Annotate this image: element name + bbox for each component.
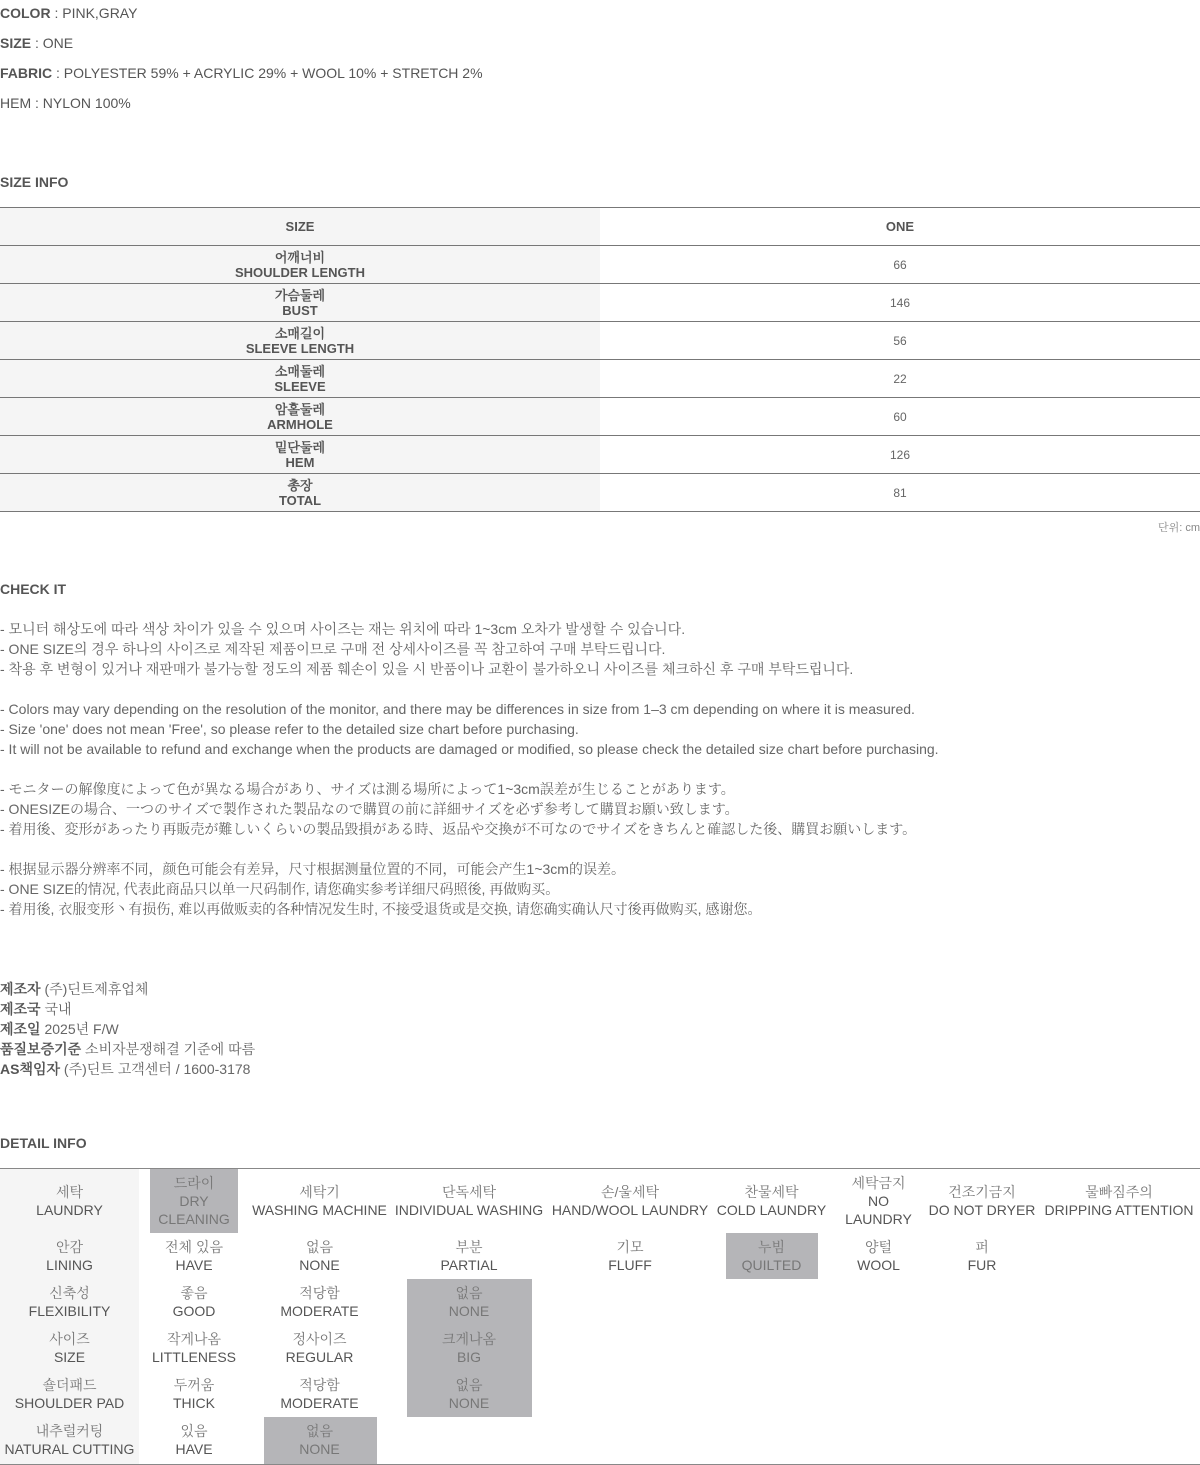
size-row-value: 56 (600, 322, 1200, 360)
manufacturer-label: 제조자 (0, 981, 41, 997)
spec-value: NYLON 100% (42, 95, 131, 111)
detail-row-label (0, 1233, 139, 1279)
size-row-label-ko: 어깨너비 (274, 249, 326, 265)
size-row-label-ko: 암홀둘레 (274, 401, 326, 417)
detail-option-en: MODERATE (280, 1303, 359, 1319)
size-row-label (0, 398, 600, 436)
note-line: - 着用後, 衣服变形丶有损伤, 难以再做贩卖的各种情况发生时, 不接受退货或是交换, 请您确实确认尺寸後再做购买, 感谢您。 (0, 901, 762, 917)
detail-option (150, 1233, 238, 1279)
spec-label: SIZE (0, 35, 32, 51)
spec-size (0, 35, 73, 51)
manufacturer-row (0, 1059, 255, 1079)
note-line: - It will not be available to refund and exchange when the products are damaged or modified, so please check the detailed size chart before purchasing. (0, 741, 939, 757)
manufacturer-value: 국내 (44, 1001, 72, 1017)
table-row (0, 436, 1200, 474)
note-line: - Size 'one' does not mean 'Free', so please refer to the detailed size chart before purchasing. (0, 721, 579, 737)
detail-option-en: PARTIAL (440, 1257, 498, 1273)
detail-label-en: LINING (46, 1257, 93, 1273)
size-row-label (0, 246, 600, 284)
spec-sep: : (50, 5, 63, 21)
detail-option-en: LITTLENESS (151, 1349, 237, 1365)
manufacturer-label: 제조일 (0, 1021, 41, 1037)
spec-sep: : (31, 95, 43, 111)
detail-option-en: NONE (448, 1303, 490, 1319)
spec-label: FABRIC (0, 65, 53, 81)
check-it-notes (0, 619, 939, 919)
detail-option-ko: 있음 (180, 1423, 208, 1439)
detail-option-en: THICK (173, 1395, 215, 1411)
size-table (0, 207, 1200, 512)
detail-label-ko: 사이즈 (49, 1331, 90, 1347)
size-row-label-ko: 가슴둘레 (274, 287, 326, 303)
detail-option-en: HAVE (175, 1257, 213, 1273)
detail-option-en: COLD LAUNDRY (716, 1202, 827, 1218)
detail-label-ko: 신축성 (49, 1285, 90, 1301)
size-row-value: 81 (600, 474, 1200, 512)
size-row-label-en: SHOULDER LENGTH (235, 264, 365, 280)
manufacturer-value: 2025년 F/W (44, 1021, 119, 1037)
detail-option-ko: 적당함 (299, 1377, 340, 1393)
size-row-label-en: HEM (285, 454, 315, 470)
detail-option (150, 1325, 238, 1371)
detail-option (150, 1417, 238, 1463)
detail-option (1040, 1169, 1198, 1233)
detail-option-ko: 기모 (616, 1239, 644, 1255)
detail-option-en: FUR (967, 1257, 997, 1273)
detail-option-ko: 정사이즈 (292, 1331, 347, 1347)
note-line: - Colors may vary depending on the resolution of the monitor, and there may be differences in size from 1–3 cm depending on where it is measured. (0, 701, 915, 717)
detail-row-label (0, 1279, 139, 1325)
detail-option-ko: 손/울세탁 (601, 1184, 659, 1200)
detail-option-selected (711, 1233, 832, 1279)
detail-option (251, 1371, 388, 1417)
size-row-label-ko: 총장 (287, 477, 313, 493)
size-row-label-en: ARMHOLE (267, 416, 333, 432)
detail-option (251, 1325, 388, 1371)
detail-option-selected (150, 1169, 238, 1233)
detail-option-ko: 전체 있음 (165, 1239, 223, 1255)
detail-option (925, 1233, 1039, 1279)
size-row-value: 60 (600, 398, 1200, 436)
detail-option-en: FLUFF (608, 1257, 652, 1273)
note-line: - ONE SIZE的情况, 代表此商品只以单一尺码制作, 请您确实参考详细尺码照後, 再做购买。 (0, 881, 560, 897)
unit-label: 단위: cm (1157, 522, 1200, 534)
table-row (0, 398, 1200, 436)
detail-option-en: NONE (299, 1441, 340, 1457)
detail-option (389, 1233, 549, 1279)
size-header-label: SIZE (0, 208, 600, 246)
detail-option-ko: 적당함 (299, 1285, 340, 1301)
manufacturer-row (0, 979, 255, 999)
detail-option (150, 1279, 238, 1325)
note-line: - モニターの解像度によって色が異なる場合があり、サイズは測る場所によって1~3cm誤差が生じることがあります。 (0, 781, 735, 797)
detail-option-ko: 작게나옴 (166, 1331, 222, 1347)
size-row-value: 66 (600, 246, 1200, 284)
detail-option-ko: 좋음 (180, 1285, 208, 1301)
size-info-title: SIZE INFO (0, 174, 69, 190)
manufacturer-value: 소비자분쟁해결 기준에 따름 (85, 1041, 256, 1057)
size-row-label-ko: 소매길이 (274, 325, 326, 341)
size-row-value: 146 (600, 284, 1200, 322)
note-line: - 着用後、変形があったり再販売が難しいくらいの製品毀損がある時、返品や交換が不可なのでサイズをきちんと確認した後、購買お願いします。 (0, 821, 917, 837)
detail-info-title: DETAIL INFO (0, 1135, 87, 1151)
manufacturer-row (0, 1019, 255, 1039)
size-row-label-en: SLEEVE (274, 378, 326, 394)
spec-sep: : (31, 35, 43, 51)
note-line: - ONE SIZE의 경우 하나의 사이즈로 제작된 제품이므로 구매 전 상세사이즈를 꼭 참고하여 구매 부탁드립니다. (0, 641, 666, 657)
detail-option-ko: 부분 (455, 1239, 483, 1255)
table-row (0, 284, 1200, 322)
detail-option-ko: 두꺼움 (173, 1377, 215, 1393)
detail-option-ko: 크게나옴 (441, 1331, 497, 1347)
detail-option (251, 1169, 388, 1233)
detail-option-en: NO LAUNDRY (845, 1193, 912, 1227)
detail-option-selected (251, 1417, 388, 1463)
detail-option-ko: 누빔 (757, 1239, 786, 1255)
detail-option-en: HAND/WOOL LAUNDRY (551, 1202, 709, 1218)
table-row (0, 474, 1200, 512)
detail-option-ko: 드라이 (173, 1175, 215, 1191)
detail-option-selected (389, 1325, 549, 1371)
table-row (0, 322, 1200, 360)
detail-label-en: LAUNDRY (36, 1202, 103, 1218)
manufacturer-row (0, 999, 255, 1019)
detail-label-ko: 안감 (55, 1239, 84, 1255)
detail-option-ko: 없음 (305, 1423, 334, 1439)
spec-value: POLYESTER 59% + ACRYLIC 29% + WOOL 10% + STRETCH 2% (63, 65, 483, 81)
detail-option (150, 1371, 238, 1417)
detail-option-en: BIG (456, 1349, 482, 1365)
spec-fabric (0, 65, 483, 81)
check-it-title: CHECK IT (0, 581, 67, 597)
detail-option (550, 1169, 710, 1233)
detail-option-ko: 양털 (864, 1239, 893, 1255)
spec-label: COLOR (0, 5, 51, 21)
detail-option-en: INDIVIDUAL WASHING (394, 1202, 544, 1218)
detail-option-ko: 없음 (305, 1239, 334, 1255)
detail-option (251, 1279, 388, 1325)
detail-label-ko: 숄더패드 (42, 1377, 97, 1393)
detail-option-ko: 단독세탁 (441, 1184, 497, 1200)
detail-option-en: WOOL (857, 1257, 900, 1273)
detail-label-en: SIZE (53, 1349, 86, 1365)
detail-option (925, 1169, 1039, 1233)
spec-label: HEM (0, 95, 32, 111)
detail-row-label (0, 1169, 139, 1233)
note-line: - 모니터 해상도에 따라 색상 차이가 있을 수 있으며 사이즈는 재는 위치에 따라 1~3cm 오차가 발생할 수 있습니다. (0, 621, 686, 637)
detail-option-ko: 세탁기 (299, 1184, 340, 1200)
detail-option-en: HAVE (175, 1441, 213, 1457)
detail-option-en: DRY CLEANING (158, 1193, 230, 1227)
manufacturer-value: (주)딘트 고객센터 / 1600-3178 (63, 1061, 251, 1077)
size-row-label-ko: 소매둘레 (274, 363, 326, 379)
detail-option-selected (389, 1279, 549, 1325)
size-row-label-en: BUST (282, 302, 318, 318)
spec-value: ONE (42, 35, 74, 51)
note-line: - ONESIZEの場合、一つのサイズで製作された製品なので購買の前に詳細サイズを必ず参考して購買お願い致します。 (0, 801, 739, 817)
detail-label-en: NATURAL CUTTING (4, 1441, 135, 1457)
detail-option (251, 1233, 388, 1279)
detail-option-ko: 없음 (455, 1285, 483, 1301)
manufacturer-info (0, 979, 255, 1079)
detail-label-en: SHOULDER PAD (14, 1395, 125, 1411)
detail-option-en: WASHING MACHINE (252, 1202, 387, 1218)
table-row (0, 246, 1200, 284)
table-header-row (0, 208, 1200, 246)
note-line: - 착용 후 변형이 있거나 재판매가 불가능할 정도의 제품 훼손이 있을 시 반품이나 교환이 불가하오니 사이즈를 체크하신 후 구매 부탁드립니다. (0, 661, 854, 677)
note-line: - 根据显示器分辨率不同，颜色可能会有差异，尺寸根据测量位置的不同，可能会产生1~3cm的误差。 (0, 861, 625, 877)
spec-value: PINK,GRAY (62, 5, 138, 21)
spec-sep: : (52, 65, 64, 81)
detail-option (550, 1233, 710, 1279)
table-row (0, 360, 1200, 398)
detail-option-ko: 세탁금지 (851, 1175, 906, 1191)
detail-option (711, 1169, 832, 1233)
spec-hem (0, 95, 131, 111)
detail-option-en: GOOD (172, 1303, 216, 1319)
detail-option-ko: 물빠짐주의 (1085, 1184, 1153, 1200)
detail-option-en: NONE (448, 1395, 490, 1411)
detail-row-label (0, 1417, 139, 1463)
detail-option-ko: 찬물세탁 (744, 1184, 799, 1200)
detail-table (0, 1168, 1200, 1465)
size-row-value: 126 (600, 436, 1200, 474)
size-row-label-ko: 밑단둘레 (274, 439, 326, 455)
detail-row-label (0, 1371, 139, 1417)
detail-option-en: QUILTED (741, 1257, 802, 1273)
size-row-label (0, 322, 600, 360)
detail-option (833, 1233, 924, 1279)
size-row-value: 22 (600, 360, 1200, 398)
size-row-label (0, 436, 600, 474)
manufacturer-value: (주)딘트제휴업체 (44, 981, 149, 997)
manufacturer-label: 제조국 (0, 1001, 41, 1017)
spec-color (0, 5, 137, 21)
detail-label-ko: 내추럴커팅 (35, 1423, 104, 1439)
size-row-label-en: SLEEVE LENGTH (245, 340, 355, 356)
size-header-value: ONE (600, 208, 1200, 246)
detail-option-en: NONE (299, 1257, 340, 1273)
size-row-label-en: TOTAL (278, 492, 322, 508)
detail-option-ko: 없음 (455, 1377, 483, 1393)
detail-option-selected (389, 1371, 549, 1417)
manufacturer-label: 품질보증기준 (0, 1041, 82, 1057)
detail-option (833, 1169, 924, 1233)
detail-label-en: FLEXIBILITY (28, 1303, 111, 1319)
detail-option-en: REGULAR (285, 1349, 354, 1365)
manufacturer-label: AS책임자 (0, 1061, 61, 1077)
size-row-label (0, 284, 600, 322)
manufacturer-row (0, 1039, 255, 1059)
size-row-label (0, 474, 600, 512)
size-row-label (0, 360, 600, 398)
detail-row-label (0, 1325, 139, 1371)
detail-label-ko: 세탁 (55, 1184, 84, 1200)
detail-option (389, 1169, 549, 1233)
detail-option-en: MODERATE (280, 1395, 359, 1411)
detail-option-en: DRIPPING ATTENTION (1044, 1202, 1194, 1218)
detail-option-ko: 퍼 (975, 1239, 989, 1255)
detail-option-en: DO NOT DRYER (928, 1202, 1036, 1218)
detail-option-ko: 건조기금지 (948, 1184, 1016, 1200)
